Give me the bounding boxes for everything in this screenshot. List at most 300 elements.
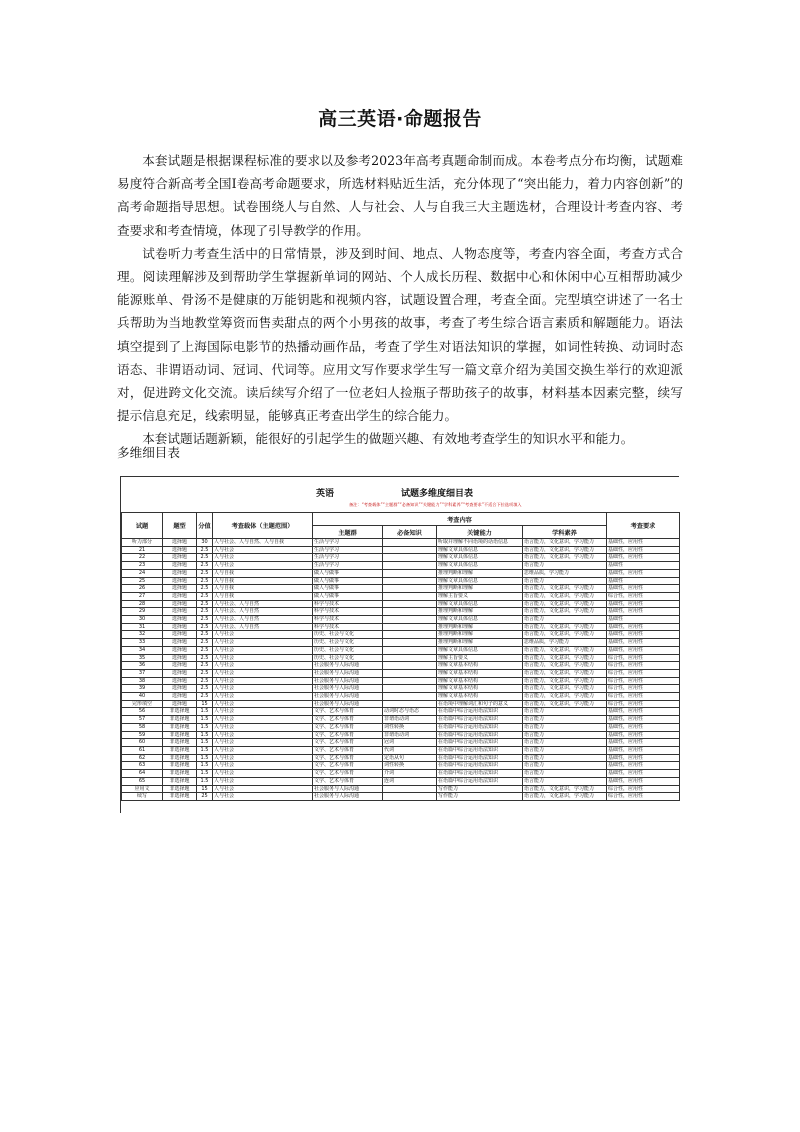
cell-ability: 在语篇中综合运用语法知识 — [437, 731, 523, 739]
cell-carrier: 人与社会 — [213, 631, 313, 639]
cell-knowledge: 定语从句 — [383, 754, 437, 762]
cell-ability: 理解文章具体信息 — [437, 646, 523, 654]
cell-carrier: 人与社会 — [213, 700, 313, 708]
cell-literacy: 语言能力 — [523, 746, 607, 754]
cell-type: 选择题 — [163, 639, 197, 647]
cell-type: 选择题 — [163, 592, 197, 600]
cell-requirement: 基础性，应用性 — [607, 646, 680, 654]
cell-question: 23 — [122, 562, 163, 570]
cell-type: 选择题 — [163, 662, 197, 670]
col-carrier: 考查载体（主题范围） — [213, 513, 313, 539]
cell-type: 选择题 — [163, 654, 197, 662]
cell-literacy: 语言能力，文化意识，学习能力 — [523, 654, 607, 662]
cell-theme: 文学、艺术与体育 — [313, 770, 383, 778]
cell-type: 选择题 — [163, 569, 197, 577]
cell-question: 64 — [122, 770, 163, 778]
cell-type: 非选择题 — [163, 770, 197, 778]
cell-theme: 文学、艺术与体育 — [313, 731, 383, 739]
cell-question: 26 — [122, 585, 163, 593]
cell-requirement: 基础性，应用性 — [607, 746, 680, 754]
cell-question: 29 — [122, 608, 163, 616]
cell-score: 2.5 — [197, 546, 213, 554]
cell-question: 24 — [122, 569, 163, 577]
cell-knowledge: 非谓语动词 — [383, 731, 437, 739]
cell-score: 15 — [197, 785, 213, 793]
table-row — [122, 546, 680, 554]
cell-type: 选择题 — [163, 585, 197, 593]
cell-type: 非选择题 — [163, 754, 197, 762]
cell-ability: 理解文章基本结构 — [437, 662, 523, 670]
cell-knowledge — [383, 616, 437, 624]
cell-question: 38 — [122, 677, 163, 685]
cell-knowledge — [383, 600, 437, 608]
cell-ability: 推理判断和理解 — [437, 585, 523, 593]
cell-requirement: 基础性，应用性 — [607, 631, 680, 639]
cell-ability: 理解文章基本结构 — [437, 669, 523, 677]
cell-score: 2.5 — [197, 685, 213, 693]
cell-ability: 理解文章具体信息 — [437, 554, 523, 562]
cell-score: 2.5 — [197, 616, 213, 624]
cell-score: 1.5 — [197, 708, 213, 716]
cell-knowledge: 代词 — [383, 746, 437, 754]
cell-carrier: 人与社会 — [213, 708, 313, 716]
cell-requirement: 基础性，应用性 — [607, 708, 680, 716]
cell-carrier: 人与社会 — [213, 793, 313, 801]
table-row — [122, 639, 680, 647]
table-row — [122, 592, 680, 600]
table-row — [122, 577, 680, 585]
cell-type: 选择题 — [163, 623, 197, 631]
cell-ability: 理解文章基本结构 — [437, 685, 523, 693]
cell-question: 续写 — [122, 793, 163, 801]
cell-type: 选择题 — [163, 669, 197, 677]
cell-literacy: 语言能力，文化意识，学习能力 — [523, 677, 607, 685]
cell-ability: 推理判断和理解 — [437, 608, 523, 616]
cell-score: 1.5 — [197, 723, 213, 731]
cell-requirement: 基础性，应用性 — [607, 716, 680, 724]
cell-ability: 在语篇中综合运用语法知识 — [437, 723, 523, 731]
cell-ability: 在语篇中综合运用语法知识 — [437, 754, 523, 762]
cell-type: 选择题 — [163, 539, 197, 547]
cell-knowledge — [383, 539, 437, 547]
cell-theme: 文学、艺术与体育 — [313, 708, 383, 716]
cell-type: 非选择题 — [163, 793, 197, 801]
cell-type: 选择题 — [163, 577, 197, 585]
table-row — [122, 623, 680, 631]
cell-literacy: 思维品质，学习能力 — [523, 569, 607, 577]
cell-knowledge: 动词时态与语态 — [383, 708, 437, 716]
cell-theme: 做人与做事 — [313, 592, 383, 600]
cell-question: 32 — [122, 631, 163, 639]
cell-question: 21 — [122, 546, 163, 554]
cell-ability: 理解文章具体信息 — [437, 600, 523, 608]
cell-type: 非选择题 — [163, 785, 197, 793]
cell-literacy: 语言能力，文化意识，学习能力 — [523, 623, 607, 631]
cell-knowledge — [383, 677, 437, 685]
cell-literacy: 语言能力 — [523, 770, 607, 778]
cell-type: 非选择题 — [163, 708, 197, 716]
cell-requirement: 综合性，应用性 — [607, 785, 680, 793]
cell-knowledge — [383, 585, 437, 593]
cell-theme: 文学、艺术与体育 — [313, 746, 383, 754]
table-row — [122, 600, 680, 608]
cell-knowledge — [383, 592, 437, 600]
table-row — [122, 777, 680, 785]
cell-ability: 在语篇中综合运用语法知识 — [437, 777, 523, 785]
cell-question: 听力部分 — [122, 539, 163, 547]
cell-literacy: 思维品质，学习能力 — [523, 639, 607, 647]
cell-literacy: 语言能力，文化意识，学习能力 — [523, 785, 607, 793]
cell-knowledge: 词性转换 — [383, 762, 437, 770]
cell-requirement: 综合性，应用性 — [607, 685, 680, 693]
cell-carrier: 人与社会 — [213, 685, 313, 693]
page-title: 高三英语·命题报告 — [318, 108, 482, 130]
cell-ability: 在语篇中综合运用语法知识 — [437, 770, 523, 778]
cell-ability: 在语篇中综合运用语法知识 — [437, 762, 523, 770]
cell-type: 选择题 — [163, 685, 197, 693]
cell-theme: 社会服务与人际沟通 — [313, 677, 383, 685]
cell-question: 22 — [122, 554, 163, 562]
cell-requirement: 基础性，应用性 — [607, 539, 680, 547]
col-theme: 主题群 — [313, 526, 383, 539]
table-row — [122, 746, 680, 754]
sheet-subject: 英语 — [316, 489, 335, 499]
cell-requirement: 基础性，应用性 — [607, 723, 680, 731]
cell-question: 应用文 — [122, 785, 163, 793]
cell-question: 34 — [122, 646, 163, 654]
cell-knowledge — [383, 554, 437, 562]
cell-carrier: 人与社会 — [213, 723, 313, 731]
cell-score: 2.5 — [197, 662, 213, 670]
cell-requirement: 基础性 — [607, 562, 680, 570]
cell-question: 60 — [122, 739, 163, 747]
cell-literacy: 语言能力 — [523, 562, 607, 570]
table-row — [122, 585, 680, 593]
paragraph-analysis: 试卷听力考查生活中的日常情景，涉及到时间、地点、人物态度等，考查内容全面，考查方式合理。阅读理解涉及到帮助学生掌握新单词的网站、个人成长历程、数据中心和休闲中心互相帮助减少能源账单、骨汤不是健康的万能钥匙和视频内容，试题设置合理，考查全面。完型填空讲述了一名士兵帮助为当地教堂筹资而售卖甜点的两个小男孩的故事，考查了考生综合语言素质和解题能力。语法填空提到了上海国际电影节的热播动画作品，考查了学生对语法知识的掌握，如词性转换、动词时态语态、非谓语动词、冠词、代词等。应用文写作要求学生写一篇文章介绍为美国交换生举行的欢迎派对，促进跨文化交流。读后续写介绍了一位老妇人捡瓶子帮助孩子的故事，材料基本因素完整，续写提示信息充足，线索明显，能够真正考查出学生的综合能力。 — [117, 245, 683, 424]
cell-theme: 社会服务与人际沟通 — [313, 669, 383, 677]
table-row — [122, 669, 680, 677]
cell-carrier: 人与社会 — [213, 731, 313, 739]
table-row — [122, 677, 680, 685]
cell-score: 30 — [197, 539, 213, 547]
cell-literacy: 语言能力 — [523, 723, 607, 731]
cell-knowledge — [383, 793, 437, 801]
cell-type: 非选择题 — [163, 716, 197, 724]
cell-score: 2.5 — [197, 677, 213, 685]
cell-literacy: 语言能力，文化意识，学习能力 — [523, 539, 607, 547]
cell-carrier: 人与社会、人与自然 — [213, 608, 313, 616]
cell-question: 61 — [122, 746, 163, 754]
cell-requirement: 综合性，应用性 — [607, 700, 680, 708]
cell-knowledge — [383, 562, 437, 570]
cell-literacy: 语言能力，文化意识，学习能力 — [523, 608, 607, 616]
cell-score: 2.5 — [197, 592, 213, 600]
cell-literacy: 语言能力，文化意识，学习能力 — [523, 662, 607, 670]
table-row — [122, 554, 680, 562]
cell-score: 2.5 — [197, 646, 213, 654]
table-row — [122, 539, 680, 547]
cell-theme: 历史、社会与文化 — [313, 646, 383, 654]
cell-type: 非选择题 — [163, 739, 197, 747]
cell-carrier: 人与社会、人与自然 — [213, 600, 313, 608]
cell-score: 2.5 — [197, 600, 213, 608]
cell-knowledge: 冠词 — [383, 739, 437, 747]
table-row — [122, 685, 680, 693]
table-row — [122, 631, 680, 639]
cell-requirement: 综合性，应用性 — [607, 662, 680, 670]
table-row — [122, 616, 680, 624]
cell-carrier: 人与自我 — [213, 577, 313, 585]
cell-question: 58 — [122, 723, 163, 731]
cell-requirement: 基础性，应用性 — [607, 546, 680, 554]
cell-knowledge — [383, 577, 437, 585]
cell-type: 选择题 — [163, 677, 197, 685]
cell-literacy: 语言能力 — [523, 731, 607, 739]
cell-literacy: 语言能力，文化意识，学习能力 — [523, 793, 607, 801]
cell-ability: 理解文章具体信息 — [437, 577, 523, 585]
cell-requirement: 基础性，应用性 — [607, 762, 680, 770]
col-question: 试题 — [122, 513, 163, 539]
cell-type: 选择题 — [163, 631, 197, 639]
cell-literacy: 语言能力，文化意识，学习能力 — [523, 554, 607, 562]
table-row — [122, 770, 680, 778]
cell-score: 25 — [197, 793, 213, 801]
cell-literacy: 语言能力 — [523, 716, 607, 724]
cell-knowledge — [383, 546, 437, 554]
cell-theme: 文学、艺术与体育 — [313, 754, 383, 762]
sheet-title: 试题多维度细目表 — [401, 489, 474, 499]
cell-carrier: 人与社会、人与自然 — [213, 616, 313, 624]
cell-requirement: 基础性，应用性 — [607, 739, 680, 747]
cell-score: 2.5 — [197, 639, 213, 647]
cell-carrier: 人与社会 — [213, 777, 313, 785]
spec-table-body — [122, 539, 680, 801]
cell-question: 65 — [122, 777, 163, 785]
cell-ability: 理解文章具体信息 — [437, 546, 523, 554]
cell-theme: 社会服务与人际沟通 — [313, 693, 383, 701]
cell-type: 选择题 — [163, 646, 197, 654]
cell-knowledge — [383, 700, 437, 708]
cell-carrier: 人与社会 — [213, 762, 313, 770]
table-row — [122, 562, 680, 570]
cell-carrier: 人与社会 — [213, 646, 313, 654]
cell-question: 28 — [122, 600, 163, 608]
cell-theme: 文学、艺术与体育 — [313, 762, 383, 770]
cell-question: 36 — [122, 662, 163, 670]
cell-knowledge — [383, 669, 437, 677]
cell-carrier: 人与社会 — [213, 662, 313, 670]
spec-table-sheet — [120, 476, 679, 813]
cell-requirement: 基础性，应用性 — [607, 623, 680, 631]
cell-carrier: 人与社会 — [213, 562, 313, 570]
cell-score: 2.5 — [197, 562, 213, 570]
cell-theme: 社会服务与人际沟通 — [313, 700, 383, 708]
cell-theme: 历史、社会与文化 — [313, 631, 383, 639]
cell-score: 1.5 — [197, 731, 213, 739]
cell-requirement: 基础性，应用性 — [607, 554, 680, 562]
cell-literacy: 语言能力 — [523, 708, 607, 716]
col-literacy: 学科素养 — [523, 526, 607, 539]
cell-theme: 历史、社会与文化 — [313, 654, 383, 662]
cell-theme: 做人与做事 — [313, 585, 383, 593]
cell-knowledge — [383, 785, 437, 793]
cell-question: 27 — [122, 592, 163, 600]
cell-theme: 历史、社会与文化 — [313, 639, 383, 647]
cell-score: 1.5 — [197, 770, 213, 778]
table-row — [122, 646, 680, 654]
cell-literacy: 语言能力 — [523, 739, 607, 747]
cell-question: 37 — [122, 669, 163, 677]
cell-theme: 科学与技术 — [313, 608, 383, 616]
cell-type: 选择题 — [163, 616, 197, 624]
cell-carrier: 人与社会 — [213, 546, 313, 554]
cell-requirement: 基础性，应用性 — [607, 777, 680, 785]
cell-type: 选择题 — [163, 600, 197, 608]
cell-knowledge — [383, 693, 437, 701]
paragraph-intro: 本套试题是根据课程标准的要求以及参考2023年高考真题命制而成。本卷考点分布均衡，试题难易度符合新高考全国Ⅰ卷高考命题要求，所选材料贴近生活，充分体现了“突出能力，着力内容创新”的高考命题指导思想。试卷围绕人与自然、人与社会、人与自我三大主题选材，合理设计考查内容、考查要求和考查情境，体现了引导教学的作用。 — [117, 153, 683, 238]
cell-question: 56 — [122, 708, 163, 716]
table-row — [122, 693, 680, 701]
table-row — [122, 762, 680, 770]
cell-score: 2.5 — [197, 577, 213, 585]
cell-ability: 听取并理解不同语境的话语信息 — [437, 539, 523, 547]
cell-literacy: 语言能力，文化意识，学习能力 — [523, 631, 607, 639]
cell-literacy: 语言能力，文化意识，学习能力 — [523, 546, 607, 554]
cell-ability: 在语篇中综合运用语法知识 — [437, 739, 523, 747]
cell-theme: 社会服务与人际沟通 — [313, 662, 383, 670]
cell-carrier: 人与社会、人与自然、人与自我 — [213, 539, 313, 547]
cell-knowledge — [383, 639, 437, 647]
cell-score: 1.5 — [197, 754, 213, 762]
cell-score: 2.5 — [197, 693, 213, 701]
cell-score: 2.5 — [197, 631, 213, 639]
cell-ability: 推理判断和理解 — [437, 569, 523, 577]
cell-type: 选择题 — [163, 608, 197, 616]
cell-ability: 写作能力 — [437, 793, 523, 801]
cell-ability: 推理判断和理解 — [437, 639, 523, 647]
cell-knowledge — [383, 569, 437, 577]
cell-theme: 文学、艺术与体育 — [313, 723, 383, 731]
cell-literacy: 语言能力，文化意识，学习能力 — [523, 700, 607, 708]
cell-theme: 社会服务与人际沟通 — [313, 793, 383, 801]
cell-score: 1.5 — [197, 777, 213, 785]
table-row — [122, 754, 680, 762]
cell-theme: 文学、艺术与体育 — [313, 739, 383, 747]
cell-ability: 理解主旨要义 — [437, 592, 523, 600]
cell-type: 非选择题 — [163, 723, 197, 731]
cell-literacy: 语言能力 — [523, 754, 607, 762]
cell-type: 非选择题 — [163, 731, 197, 739]
table-row — [122, 708, 680, 716]
cell-score: 1.5 — [197, 746, 213, 754]
cell-question: 33 — [122, 639, 163, 647]
cell-question: 59 — [122, 731, 163, 739]
cell-knowledge — [383, 685, 437, 693]
cell-score: 1.5 — [197, 762, 213, 770]
table-row — [122, 716, 680, 724]
cell-requirement: 综合性，应用性 — [607, 669, 680, 677]
cell-requirement: 基础性，应用性 — [607, 731, 680, 739]
cell-theme: 社会服务与人际沟通 — [313, 785, 383, 793]
cell-knowledge: 介词 — [383, 770, 437, 778]
cell-ability: 推理判断和理解 — [437, 623, 523, 631]
cell-question: 63 — [122, 762, 163, 770]
cell-requirement: 基础性，应用性 — [607, 754, 680, 762]
cell-ability: 在语篇中综合运用语法知识 — [437, 708, 523, 716]
cell-carrier: 人与自我 — [213, 592, 313, 600]
cell-literacy: 语言能力 — [523, 577, 607, 585]
cell-requirement: 综合性，应用性 — [607, 793, 680, 801]
cell-literacy: 语言能力，文化意识，学习能力 — [523, 693, 607, 701]
cell-requirement: 综合性，应用性 — [607, 592, 680, 600]
cell-ability: 在语篇中综合运用语法知识 — [437, 716, 523, 724]
cell-ability: 在语境中理解词汇和句子的意义 — [437, 700, 523, 708]
cell-type: 选择题 — [163, 693, 197, 701]
cell-type: 选择题 — [163, 546, 197, 554]
cell-requirement: 基础性，应用性 — [607, 585, 680, 593]
cell-score: 2.5 — [197, 654, 213, 662]
col-knowledge: 必备知识 — [383, 526, 437, 539]
cell-literacy: 语言能力 — [523, 777, 607, 785]
cell-carrier: 人与社会 — [213, 739, 313, 747]
cell-type: 非选择题 — [163, 746, 197, 754]
cell-carrier: 人与社会 — [213, 746, 313, 754]
cell-knowledge — [383, 654, 437, 662]
paragraph-summary: 本套试题话题新颖，能很好的引起学生的做题兴趣、有效地考查学生的知识水平和能力。 — [142, 431, 634, 447]
cell-theme: 科学与技术 — [313, 623, 383, 631]
cell-literacy: 语言能力，文化意识，学习能力 — [523, 585, 607, 593]
cell-ability: 写作能力 — [437, 785, 523, 793]
table-row — [122, 662, 680, 670]
cell-score: 1.5 — [197, 716, 213, 724]
cell-ability: 理解文章基本结构 — [437, 693, 523, 701]
cell-knowledge: 非谓语动词 — [383, 716, 437, 724]
cell-knowledge: 连词 — [383, 777, 437, 785]
cell-knowledge — [383, 662, 437, 670]
cell-ability: 理解文章具体信息 — [437, 562, 523, 570]
cell-carrier: 人与社会 — [213, 554, 313, 562]
cell-theme: 文学、艺术与体育 — [313, 716, 383, 724]
cell-ability: 理解文章具体信息 — [437, 616, 523, 624]
cell-question: 完形填空 — [122, 700, 163, 708]
cell-score: 15 — [197, 700, 213, 708]
cell-question: 31 — [122, 623, 163, 631]
cell-requirement: 基础性，应用性 — [607, 600, 680, 608]
cell-ability: 理解主旨要义 — [437, 654, 523, 662]
sheet-remark: 备注：“考查载体”“主题群”“必备知识”“关键能力”“学科素养”“考查要求”不适合下拉选项填入 — [349, 502, 522, 507]
cell-question: 35 — [122, 654, 163, 662]
cell-question: 39 — [122, 685, 163, 693]
cell-type: 非选择题 — [163, 762, 197, 770]
cell-requirement: 基础性，应用性 — [607, 639, 680, 647]
cell-requirement: 基础性，应用性 — [607, 608, 680, 616]
cell-type: 选择题 — [163, 554, 197, 562]
cell-question: 25 — [122, 577, 163, 585]
sheet-header — [121, 483, 679, 499]
cell-ability: 理解文章基本结构 — [437, 677, 523, 685]
cell-ability: 推理判断和理解 — [437, 631, 523, 639]
cell-carrier: 人与社会 — [213, 785, 313, 793]
cell-theme: 社会服务与人际沟通 — [313, 685, 383, 693]
cell-question: 62 — [122, 754, 163, 762]
table-row — [122, 785, 680, 793]
cell-type: 选择题 — [163, 700, 197, 708]
cell-carrier: 人与社会 — [213, 639, 313, 647]
cell-requirement: 基础性 — [607, 577, 680, 585]
cell-theme: 生活与学习 — [313, 539, 383, 547]
cell-theme: 科学与技术 — [313, 616, 383, 624]
cell-requirement: 综合性，应用性 — [607, 654, 680, 662]
